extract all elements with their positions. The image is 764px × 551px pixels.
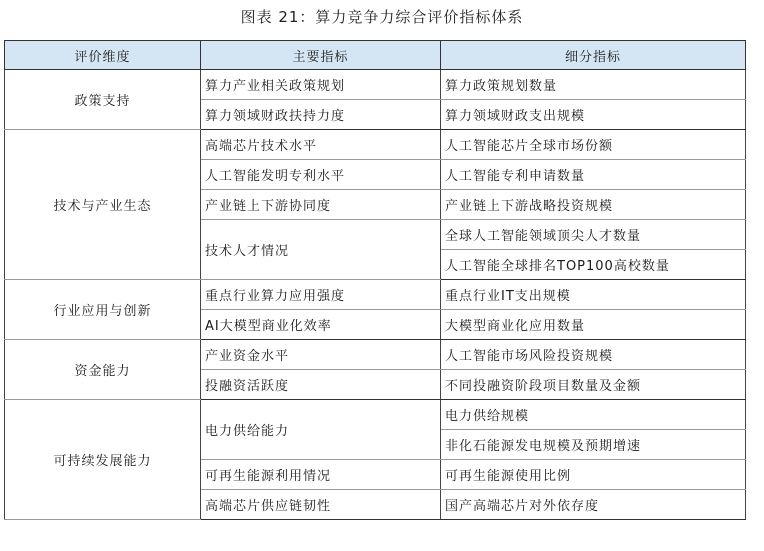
main-indicator-cell: 算力领域财政扶持力度: [201, 100, 441, 130]
main-indicator-cell: 电力供给能力: [201, 400, 441, 460]
main-indicator-cell: 人工智能发明专利水平: [201, 160, 441, 190]
main-indicator-cell: 高端芯片技术水平: [201, 130, 441, 160]
sub-indicator-cell: 电力供给规模: [441, 400, 746, 430]
sub-indicator-cell: 非化石能源发电规模及预期增速: [441, 430, 746, 460]
table-header-row: [5, 41, 746, 70]
dimension-cell: 行业应用与创新: [5, 280, 201, 340]
header-dimension: 评价维度: [5, 41, 201, 70]
sub-indicator-cell: 国产高端芯片对外依存度: [441, 490, 746, 520]
table-row: [5, 70, 746, 100]
table-row: [5, 280, 746, 310]
dimension-cell: 可持续发展能力: [5, 400, 201, 520]
indicator-table: [4, 40, 746, 520]
sub-indicator-cell: 可再生能源使用比例: [441, 460, 746, 490]
table-row: [5, 130, 746, 160]
sub-indicator-cell: 算力领域财政支出规模: [441, 100, 746, 130]
table-body: [5, 70, 746, 520]
main-indicator-cell: 高端芯片供应链韧性: [201, 490, 441, 520]
main-indicator-cell: 产业资金水平: [201, 340, 441, 370]
main-indicator-cell: AI大模型商业化效率: [201, 310, 441, 340]
sub-indicator-cell: 算力政策规划数量: [441, 70, 746, 100]
sub-indicator-cell: 重点行业IT支出规模: [441, 280, 746, 310]
main-indicator-cell: 投融资活跃度: [201, 370, 441, 400]
sub-indicator-cell: 不同投融资阶段项目数量及金额: [441, 370, 746, 400]
dimension-cell: 资金能力: [5, 340, 201, 400]
dimension-cell: 技术与产业生态: [5, 130, 201, 280]
figure-title: 图表 21：算力竞争力综合评价指标体系: [240, 8, 524, 26]
sub-indicator-cell: 全球人工智能领域顶尖人才数量: [441, 220, 746, 250]
main-indicator-cell: 产业链上下游协同度: [201, 190, 441, 220]
sub-indicator-cell: 产业链上下游战略投资规模: [441, 190, 746, 220]
sub-indicator-cell: 人工智能市场风险投资规模: [441, 340, 746, 370]
main-indicator-cell: 可再生能源利用情况: [201, 460, 441, 490]
sub-indicator-cell: 人工智能芯片全球市场份额: [441, 130, 746, 160]
main-indicator-cell: 技术人才情况: [201, 220, 441, 280]
header-sub-indicator: 细分指标: [441, 41, 746, 70]
table-row: [5, 400, 746, 430]
table-row: [5, 340, 746, 370]
sub-indicator-cell: 大模型商业化应用数量: [441, 310, 746, 340]
header-main-indicator: 主要指标: [201, 41, 441, 70]
main-indicator-cell: 算力产业相关政策规划: [201, 70, 441, 100]
sub-indicator-cell: 人工智能全球排名TOP100高校数量: [441, 250, 746, 280]
main-indicator-cell: 重点行业算力应用强度: [201, 280, 441, 310]
dimension-cell: 政策支持: [5, 70, 201, 130]
sub-indicator-cell: 人工智能专利申请数量: [441, 160, 746, 190]
